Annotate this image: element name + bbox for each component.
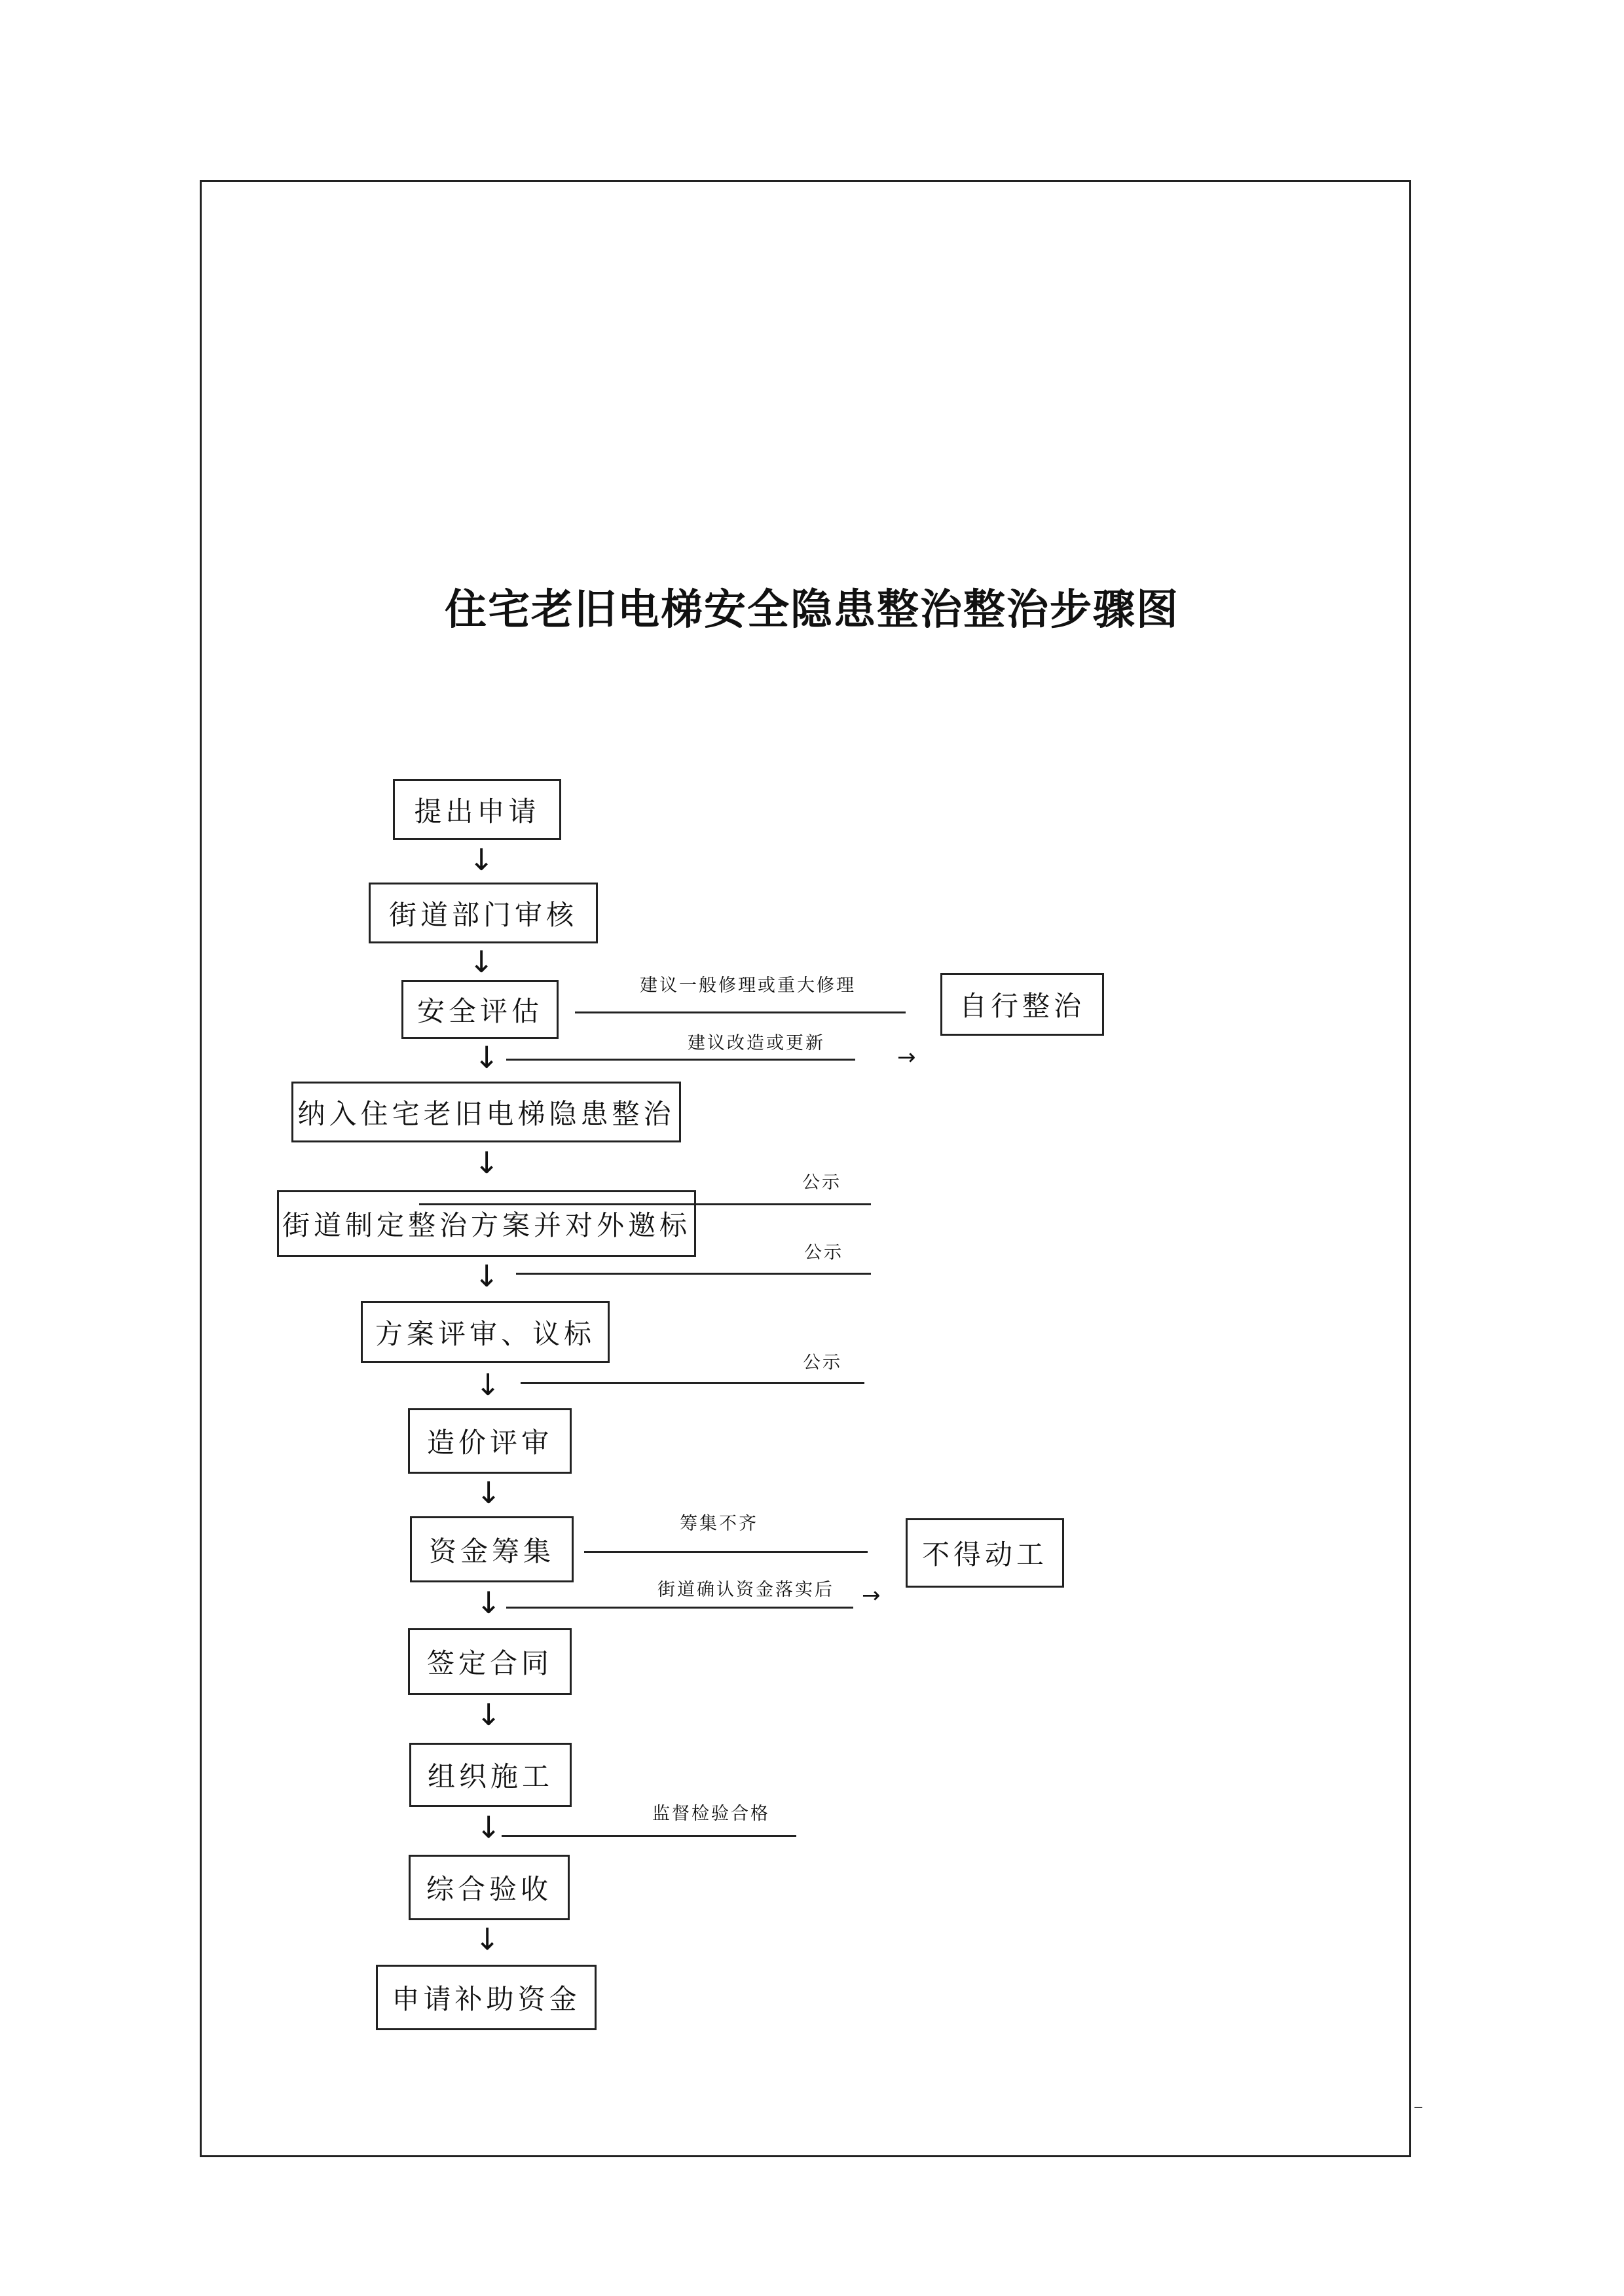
step-apply-subsidy: 申请补助资金 — [376, 1965, 597, 2030]
arrow-right-icon: → — [897, 1044, 916, 1070]
arrow-down-icon: ↓ — [473, 1258, 500, 1294]
step-construction: 组织施工 — [409, 1743, 572, 1807]
arrow-down-icon: ↓ — [475, 1475, 502, 1510]
line-to-self-renovation — [575, 1011, 906, 1013]
arrow-down-icon: ↓ — [468, 842, 494, 877]
arrow-down-icon: ↓ — [474, 1922, 500, 1957]
step-submit-application: 提出申请 — [393, 779, 561, 840]
step-include-renovation: 纳入住宅老旧电梯隐患整治 — [291, 1082, 681, 1142]
label-replace-or-upgrade: 建议改造或更新 — [688, 1033, 825, 1053]
arrow-down-icon: ↓ — [473, 1040, 500, 1075]
line-publicity — [419, 1203, 871, 1205]
diagram-title: 住宅老旧电梯安全隐患整治整治步骤图 — [445, 586, 1179, 634]
step-plan-and-tender: 街道制定整治方案并对外邀标 — [277, 1190, 696, 1257]
arrow-down-icon: ↓ — [475, 1810, 502, 1845]
step-final-acceptance: 综合验收 — [409, 1855, 570, 1920]
arrow-down-icon: ↓ — [475, 1585, 502, 1620]
side-self-renovation: 自行整治 — [940, 973, 1104, 1036]
line-replace-or-upgrade — [506, 1059, 855, 1061]
step-safety-assessment: 安全评估 — [401, 980, 559, 1039]
line-inspection-passed — [502, 1835, 796, 1837]
step-street-review: 街道部门审核 — [369, 883, 598, 943]
arrow-down-icon: ↓ — [468, 944, 494, 979]
arrow-down-icon: ↓ — [473, 1145, 500, 1180]
arrow-right-icon: → — [862, 1582, 881, 1609]
arrow-down-icon: ↓ — [475, 1697, 502, 1732]
side-no-construction: 不得动工 — [906, 1518, 1064, 1588]
margin-tick — [1414, 2107, 1422, 2108]
line-publicity — [516, 1273, 871, 1275]
line-funds-confirmed — [506, 1607, 853, 1609]
label-minor-major-repair: 建议一般修理或重大修理 — [640, 975, 856, 996]
step-cost-review: 造价评审 — [408, 1408, 572, 1474]
step-plan-review: 方案评审、议标 — [361, 1301, 610, 1363]
step-fund-raising: 资金筹集 — [410, 1516, 574, 1582]
arrow-down-icon: ↓ — [475, 1367, 501, 1402]
label-funds-confirmed: 街道确认资金落实后 — [657, 1580, 834, 1600]
page-frame — [200, 180, 1411, 2157]
line-to-no-construction — [584, 1551, 868, 1553]
label-inspection-passed: 监督检验合格 — [652, 1804, 770, 1824]
label-publicity: 公示 — [803, 1353, 842, 1373]
line-publicity — [521, 1382, 864, 1384]
label-publicity: 公示 — [804, 1243, 843, 1263]
label-publicity: 公示 — [802, 1173, 841, 1193]
step-sign-contract: 签定合同 — [408, 1628, 572, 1695]
label-funds-incomplete: 筹集不齐 — [680, 1514, 758, 1534]
